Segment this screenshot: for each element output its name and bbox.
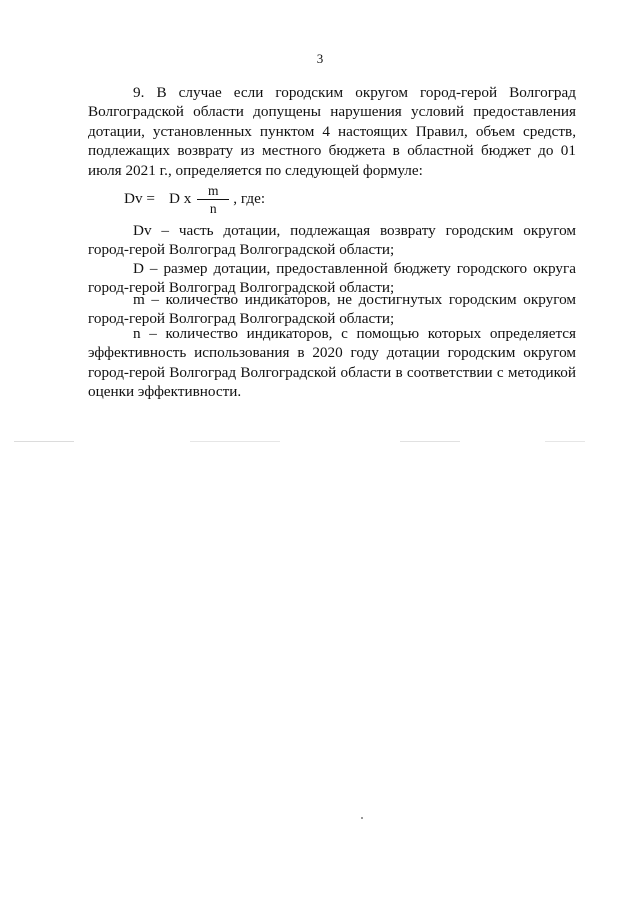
formula-denominator: n <box>209 200 217 216</box>
formula-numerator: m <box>197 183 229 200</box>
definition-dv: Dv – часть дотации, подлежащая возврату городским округом город-герой Волгоград Волгоградской области; <box>88 222 576 259</box>
scan-artifact <box>545 441 585 442</box>
definition-m: m – количество индикаторов, не достигнутых городским округом город-герой Волгоград Волгоградской области; <box>88 291 576 328</box>
paragraph-9: 9. В случае если городским округом город-герой Волгоград Волгоградской области допущены нарушения условий предоставления дотации, установленных пунктом 4 настоящих Правил, объем средств, подлежащих возврату из местного бюджета в областной бюджет до 01 июля 2021 г., определяется по следующей формуле: <box>88 84 576 179</box>
definition-n: n – количество индикаторов, с помощью которых определяется эффективность использования в 2020 году дотации городским округом город-герой Волгоград Волгоградской области в соответствии с методикой оценки эффективности. <box>88 325 576 401</box>
scan-artifact <box>361 817 363 819</box>
formula-suffix: , где: <box>233 190 266 207</box>
page-number: 3 <box>316 51 324 66</box>
formula-term: D x <box>168 190 192 207</box>
formula-fraction <box>197 183 229 216</box>
scan-artifact <box>190 441 280 442</box>
definition-d: D – размер дотации, предоставленной бюджету городского округа город-герой Волгоград Волгоградской области; <box>88 260 576 297</box>
scan-artifact <box>14 441 74 442</box>
formula-lhs: Dv = <box>124 190 155 207</box>
scan-artifact <box>400 441 460 442</box>
formula <box>124 182 265 216</box>
